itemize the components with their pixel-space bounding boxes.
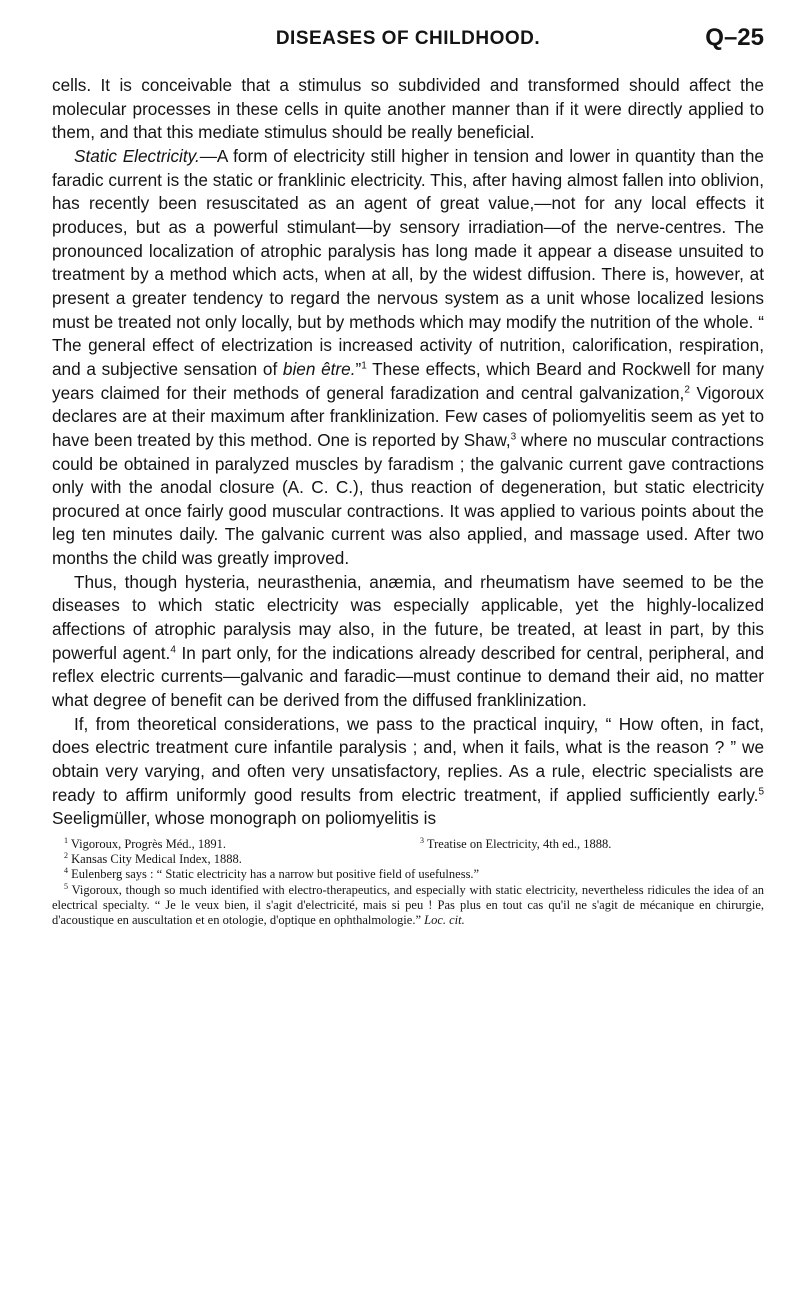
page-number: Q–25 bbox=[705, 24, 764, 51]
paragraph-text: These effects, which Beard and Rockwell for many years claimed for their methods of general faradization and central galvanization, bbox=[52, 358, 765, 403]
paragraph-cells bbox=[52, 74, 764, 145]
footnote-text: Vigoroux, Progrès Méd., 1891. bbox=[70, 837, 227, 851]
footnote-1 bbox=[52, 837, 408, 852]
footnote-ref-2: 2 bbox=[684, 383, 690, 395]
footnote-citation: Loc. cit. bbox=[424, 913, 465, 928]
paragraph-text: Thus, though hysteria, neurasthenia, anæmia, and rheumatism have seemed to be the diseases to which static electricity was especially applicable, yet the highly-localized affections of atrophic paralysis may also, in the future, be treated, at least in part, by this powerful agent. bbox=[52, 571, 764, 663]
paragraph-text: cells. It is conceivable that a stimulus so subdivided and transformed should affect the molecular processes in these cells in quite another manner than if it were directly applied to them, and that this mediate stimulus should be really beneficial. bbox=[52, 75, 764, 143]
paragraph-text: where no muscular contractions could be obtained in paralyzed muscles by faradism ; the galvanic current gave contractions only with the anodal closure (A. C. C.), thus reaction of degeneration, but static electricity procured at once fairly good muscular contractions. It was applied to various points about the leg ten minutes daily. The galvanic current was also applied, and massage used. After two months the child was greatly improved. bbox=[52, 429, 764, 569]
footnote-2 bbox=[52, 852, 764, 867]
footnotes bbox=[52, 837, 764, 928]
paragraph-text: Vigoroux declares are at their maximum after franklinization. Few cases of poliomyelitis seem as yet to have been treated by this method. One is reported by Shaw, bbox=[52, 382, 764, 450]
running-head bbox=[52, 22, 764, 58]
footnote-mark: 2 bbox=[64, 851, 68, 861]
footnote-text: Eulenberg says : “ Static electricity has a narrow but positive field of usefulness.” bbox=[71, 867, 480, 882]
paragraph-text: If, from theoretical considerations, we pass to the practical inquiry, “ How often, in fact, does electric treatment cure infantile paralysis ; and, when it fails, what is the reason ? ” we obtain very varying, and often very unsatisfactory, replies. As a rule, electric specialists are ready to affirm uniformly good results from electric treatment, if applied sufficiently early. bbox=[52, 713, 764, 805]
book-page bbox=[52, 22, 764, 928]
footnote-mark: 5 bbox=[64, 881, 68, 891]
paragraph-hysteria bbox=[52, 571, 764, 713]
body-text bbox=[52, 74, 764, 831]
footnote-mark: 3 bbox=[420, 835, 424, 845]
footnote-text: Vigoroux, though so much identified with electro-therapeutics, and especially with static electricity, nevertheless ridicules the idea of an electrical specialty. “ Je le veux bien, il s'agit d'electricité, mais si peu ! Pas plus en tout cas qu'il ne s'agit de mécanique en chirurgie, d'acoustique en auscultation et en otologie, d'optique en ophthalmologie.” bbox=[52, 882, 765, 928]
paragraph-practical-inquiry bbox=[52, 713, 764, 831]
footnote-mark: 4 bbox=[64, 866, 68, 876]
footnote-mark: 1 bbox=[64, 835, 68, 845]
footnote-ref-3: 3 bbox=[510, 431, 517, 443]
footnote-3 bbox=[408, 837, 764, 852]
footnote-ref-4: 4 bbox=[170, 644, 176, 656]
footnote-4 bbox=[52, 867, 764, 882]
footnote-5 bbox=[52, 883, 764, 929]
footnote-ref-1: 1 bbox=[361, 360, 367, 372]
paragraph-text: Seeligmüller, whose monograph on poliomyelitis is bbox=[52, 808, 437, 829]
phrase-bien-etre: bien être. bbox=[282, 358, 356, 379]
section-heading-static-electricity: Static Electricity. bbox=[74, 145, 200, 166]
footnote-row bbox=[52, 837, 764, 852]
paragraph-static-electricity: Static Electricity.—A form of electricity still higher in tension and lower in quantity than the faradic current is the static or franklinic electricity. This, after having almost fallen into oblivion, has recently been resuscitated as an agent of great value,—not for any local effects it produces, but as a powerful stimulant—by sensory irradiation—of the nerve-centres. The pronounced localization of atrophic paralysis has long made it appear a disease unsuited to treatment by a method which acts, when at all, by the widest diffusion. There is, however, at present a greater tendency to regard the nervous system as a unit whose localized lesions must be treated not only locally, but by methods which may modify the nutrition of the whole. “ The general effect of electrization is increased activity of nutrition, calorification, respiration, and a subjective sensation of bien être.”$^1$ These effects, which Beard and Rockwell for many years claimed for their methods of general faradization and central galvanization,$^2$ Vigoroux declares are at their maximum after franklinization. Few cases of poliomyelitis seem as yet to have been treated by this method. One is reported by Shaw,$^3$ where no muscular contractions could be obtained in paralyzed muscles by faradism ; the galvanic current gave contractions only with the anodal closure (A. C. C.), thus reaction of degeneration, but static electricity procured at once fairly good muscular contractions. It was applied to various points about the leg ten minutes daily. The galvanic current was also applied, and massage used. After two months the child was greatly improved. bbox=[52, 145, 765, 569]
footnote-ref-5: 5 bbox=[758, 785, 764, 797]
paragraph-text: —A form of electricity still higher in tension and lower in quantity than the faradic current is the static or franklinic electricity. This, after having almost fallen into oblivion, has recently been resuscitated as an agent of great value,—not for any local effects it produces, but as a powerful stimulant—by sensory irradiation—of the nerve-centres. The pronounced localization of atrophic paralysis has long made it appear a disease unsuited to treatment by a method which acts, when at all, by the widest diffusion. There is, however, at present a greater tendency to regard the nervous system as a unit whose localized lesions must be treated not only locally, but by methods which may modify the nutrition of the whole. “ The general effect of electrization is increased activity of nutrition, calorification, respiration, and a subjective sensation of bbox=[52, 145, 764, 379]
running-title: DISEASES OF CHILDHOOD. bbox=[275, 28, 541, 49]
footnote-text: Treatise on Electricity, 4th ed., 1888. bbox=[426, 837, 612, 851]
paragraph-text: In part only, for the indications already described for central, peripheral, and reflex electric currents—galvanic and faradic—must continue to demand their aid, no matter what degree of benefit can be derived from the diffused franklinization. bbox=[52, 642, 765, 711]
footnote-text: Kansas City Medical Index, 1888. bbox=[71, 852, 242, 867]
